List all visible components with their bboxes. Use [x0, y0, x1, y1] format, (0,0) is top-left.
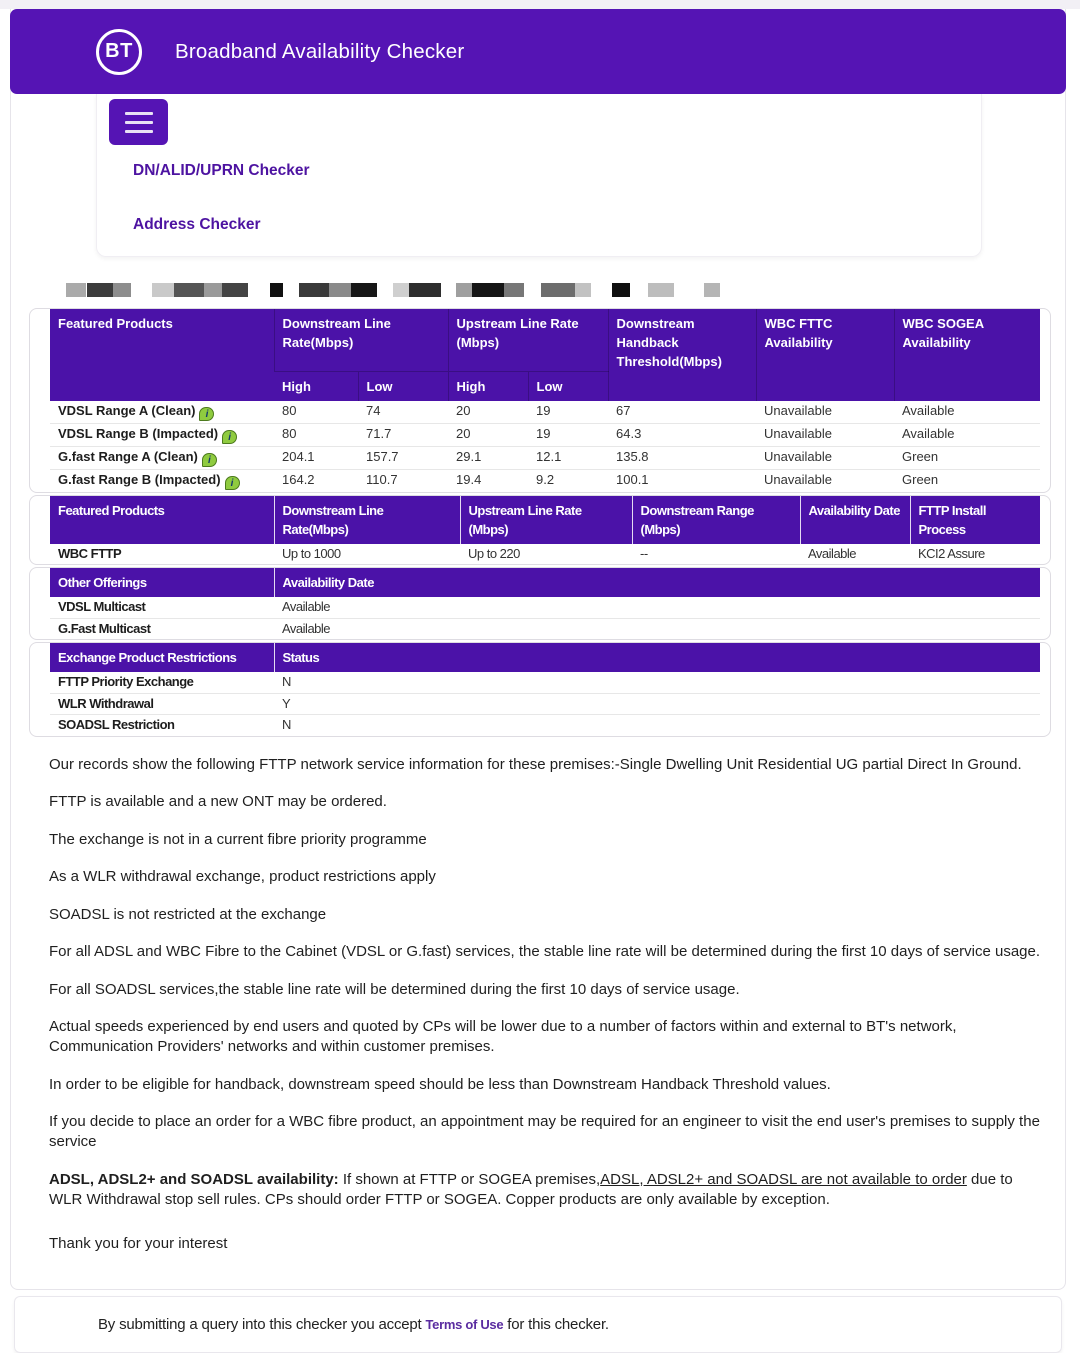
- adsl-note-underlined: ADSL, ADSL2+ and SOADSL are not available to order: [600, 1170, 967, 1188]
- col-availability-date: Availability Date: [274, 568, 1040, 597]
- table-row: [50, 693, 1040, 715]
- value-cell: --: [640, 545, 648, 561]
- col-fttp-install-process: FTTP Install Process: [910, 496, 1040, 544]
- hamburger-icon: [125, 112, 153, 115]
- product-name: G.fast Range B (Impacted): [58, 471, 221, 487]
- table-row: [50, 618, 1040, 639]
- value-cell: 29.1: [448, 446, 528, 469]
- table-row: [50, 423, 1040, 446]
- offering-name: G.Fast Multicast: [58, 620, 151, 636]
- footer-text-post: for this checker.: [503, 1316, 609, 1333]
- info-icon[interactable]: i: [222, 430, 237, 444]
- adsl-note-pre: If shown at FTTP or SOGEA premises,: [338, 1170, 601, 1188]
- value-cell: 9.2: [536, 471, 555, 487]
- table-row: [50, 446, 1040, 469]
- table-row: [50, 672, 1040, 693]
- sogea-status: Green: [894, 446, 1040, 469]
- col-other-offerings: Other Offerings: [50, 568, 274, 597]
- page-title: Broadband Availability Checker: [175, 39, 465, 63]
- featured-products-table: [50, 309, 1040, 492]
- other-offerings-panel: [29, 567, 1051, 640]
- col-status: Status: [274, 643, 1040, 672]
- note-paragraph: For all ADSL and WBC Fibre to the Cabinet (VDSL or G.fast) services, the stable line rate will be determined during the first 10 days of service usage.: [49, 943, 1041, 960]
- col-wbc-fttc-availability: WBC FTTC Availability: [756, 309, 894, 401]
- col-wbc-sogea-availability: WBC SOGEA Availability: [894, 309, 1040, 401]
- subcol-high: High: [448, 371, 528, 401]
- restriction-status: N: [274, 672, 1040, 693]
- table-row: [50, 597, 1040, 618]
- info-icon[interactable]: i: [202, 453, 217, 467]
- subcol-low: Low: [528, 371, 608, 401]
- fttc-status: Unavailable: [764, 471, 832, 487]
- restriction-name: WLR Withdrawal: [50, 693, 274, 715]
- restriction-name: SOADSL Restriction: [58, 717, 175, 732]
- restrictions-panel: [29, 642, 1051, 737]
- page-top-strip: [0, 0, 1080, 9]
- value-cell: 20: [448, 423, 528, 446]
- value-cell: 157.7: [358, 446, 448, 469]
- footer-text-pre: By submitting a query into this checker you accept: [98, 1316, 426, 1333]
- table-row: [50, 401, 1040, 424]
- bt-logo-text: BT: [105, 40, 133, 62]
- value-cell: 100.1: [616, 471, 649, 487]
- featured-products-panel: [29, 308, 1051, 493]
- col-upstream-line-rate: Upstream Line Rate (Mbps): [448, 309, 608, 371]
- col-availability-date: Availability Date: [800, 496, 910, 544]
- install-process: KCI2 Assure: [918, 545, 985, 561]
- bt-logo: [96, 29, 142, 75]
- value-cell: 71.7: [358, 423, 448, 446]
- value-cell: 80: [274, 423, 358, 446]
- other-offerings-table: [50, 568, 1040, 639]
- table-row: [50, 469, 1040, 492]
- adsl-availability-note: [49, 1170, 1045, 1210]
- value-cell: 164.2: [282, 471, 315, 487]
- offering-name: VDSL Multicast: [50, 597, 274, 618]
- fttc-status: Unavailable: [756, 423, 894, 446]
- info-icon[interactable]: i: [225, 476, 240, 490]
- restrictions-table: [50, 643, 1040, 736]
- product-name: WBC FTTP: [58, 545, 122, 561]
- info-icon[interactable]: i: [199, 407, 214, 421]
- col-exchange-product-restrictions: Exchange Product Restrictions: [50, 643, 274, 672]
- nav-link-address-checker[interactable]: Address Checker: [133, 216, 261, 233]
- menu-button[interactable]: [109, 99, 168, 145]
- adsl-note-bold: ADSL, ADSL2+ and SOADSL availability:: [49, 1170, 339, 1188]
- note-paragraph: Actual speeds experienced by end users and quoted by CPs will be lower due to a number of factors within and external to BT's network, Communication Providers' networks and within customer premises.: [49, 1018, 957, 1055]
- availability-status: Available: [808, 545, 857, 561]
- fttp-table: [50, 496, 1040, 565]
- value-cell: 19: [528, 423, 608, 446]
- restriction-status: Y: [274, 693, 1040, 715]
- col-upstream-line-rate: Upstream Line Rate (Mbps): [460, 496, 632, 544]
- sogea-status: Available: [894, 401, 1040, 424]
- value-cell: 12.1: [528, 446, 608, 469]
- note-paragraph: SOADSL is not restricted at the exchange: [49, 905, 327, 923]
- subcol-low: Low: [358, 371, 448, 401]
- adsl-note-post: due to WLR Withdrawal stop sell rules. CPs should order FTTP or SOGEA. Copper products are only available by exception.: [49, 1170, 1013, 1208]
- availability-status: Available: [282, 620, 331, 636]
- table-row: [50, 715, 1040, 736]
- value-cell: 20: [448, 401, 528, 424]
- col-featured-products: Featured Products: [50, 309, 274, 401]
- value-cell: 64.3: [608, 423, 756, 446]
- note-paragraph: For all SOADSL services,the stable line rate will be determined during the first 10 days of service usage.: [49, 980, 740, 998]
- product-name: VDSL Range B (Impacted): [58, 425, 219, 441]
- fttc-status: Unavailable: [756, 446, 894, 469]
- note-paragraph: If you decide to place an order for a WBC fibre product, an appointment may be required for an engineer to visit the end user's premises to supply the service: [49, 1113, 1040, 1150]
- value-cell: 19.4: [456, 471, 482, 487]
- value-cell: 74: [358, 401, 448, 424]
- table-row: [50, 544, 1040, 565]
- redacted-text: [66, 283, 1065, 298]
- availability-status: Available: [274, 597, 1040, 618]
- nav-card: [96, 94, 982, 257]
- thank-you-text: Thank you for your interest: [49, 1234, 228, 1252]
- terms-of-use-link[interactable]: Terms of Use: [425, 1317, 504, 1332]
- value-cell: 67: [608, 401, 756, 424]
- product-name: G.fast Range A (Clean): [58, 448, 198, 464]
- col-downstream-handback: Downstream Handback Threshold(Mbps): [608, 309, 756, 401]
- restriction-status: N: [282, 717, 291, 732]
- sogea-status: Available: [894, 423, 1040, 446]
- sogea-status: Green: [902, 471, 939, 487]
- main-card: [10, 9, 1066, 1290]
- value-cell: Up to 1000: [282, 545, 341, 561]
- nav-link-dn-alid-uprn-checker[interactable]: DN/ALID/UPRN Checker: [133, 162, 310, 179]
- col-featured-products: Featured Products: [50, 496, 274, 544]
- note-paragraph: As a WLR withdrawal exchange, product restrictions apply: [49, 868, 436, 885]
- note-paragraph: Our records show the following FTTP network service information for these premises:-Single Dwelling Unit Residential UG partial Direct In Ground.: [49, 755, 1022, 773]
- subcol-high: High: [274, 371, 358, 401]
- fttc-status: Unavailable: [756, 401, 894, 424]
- note-paragraph: FTTP is available and a new ONT may be ordered.: [49, 793, 387, 810]
- value-cell: 19: [528, 401, 608, 424]
- footer-card: [14, 1296, 1062, 1353]
- value-cell: 80: [274, 401, 358, 424]
- product-name: VDSL Range A (Clean): [58, 402, 196, 418]
- note-paragraph: In order to be eligible for handback, downstream speed should be less than Downstream Handback Threshold values.: [49, 1075, 831, 1093]
- col-downstream-line-rate: Downstream Line Rate(Mbps): [274, 309, 448, 371]
- note-paragraph: The exchange is not in a current fibre priority programme: [49, 830, 427, 848]
- value-cell: Up to 220: [468, 545, 520, 561]
- col-downstream-line-rate: Downstream Line Rate(Mbps): [274, 496, 460, 544]
- value-cell: 135.8: [608, 446, 756, 469]
- value-cell: 204.1: [274, 446, 358, 469]
- app-header: [10, 9, 1066, 94]
- value-cell: 110.7: [366, 471, 398, 487]
- restriction-name: FTTP Priority Exchange: [50, 672, 274, 693]
- service-notes: [11, 739, 1065, 1254]
- fttp-panel: [29, 495, 1051, 566]
- col-downstream-range: Downstream Range (Mbps): [632, 496, 800, 544]
